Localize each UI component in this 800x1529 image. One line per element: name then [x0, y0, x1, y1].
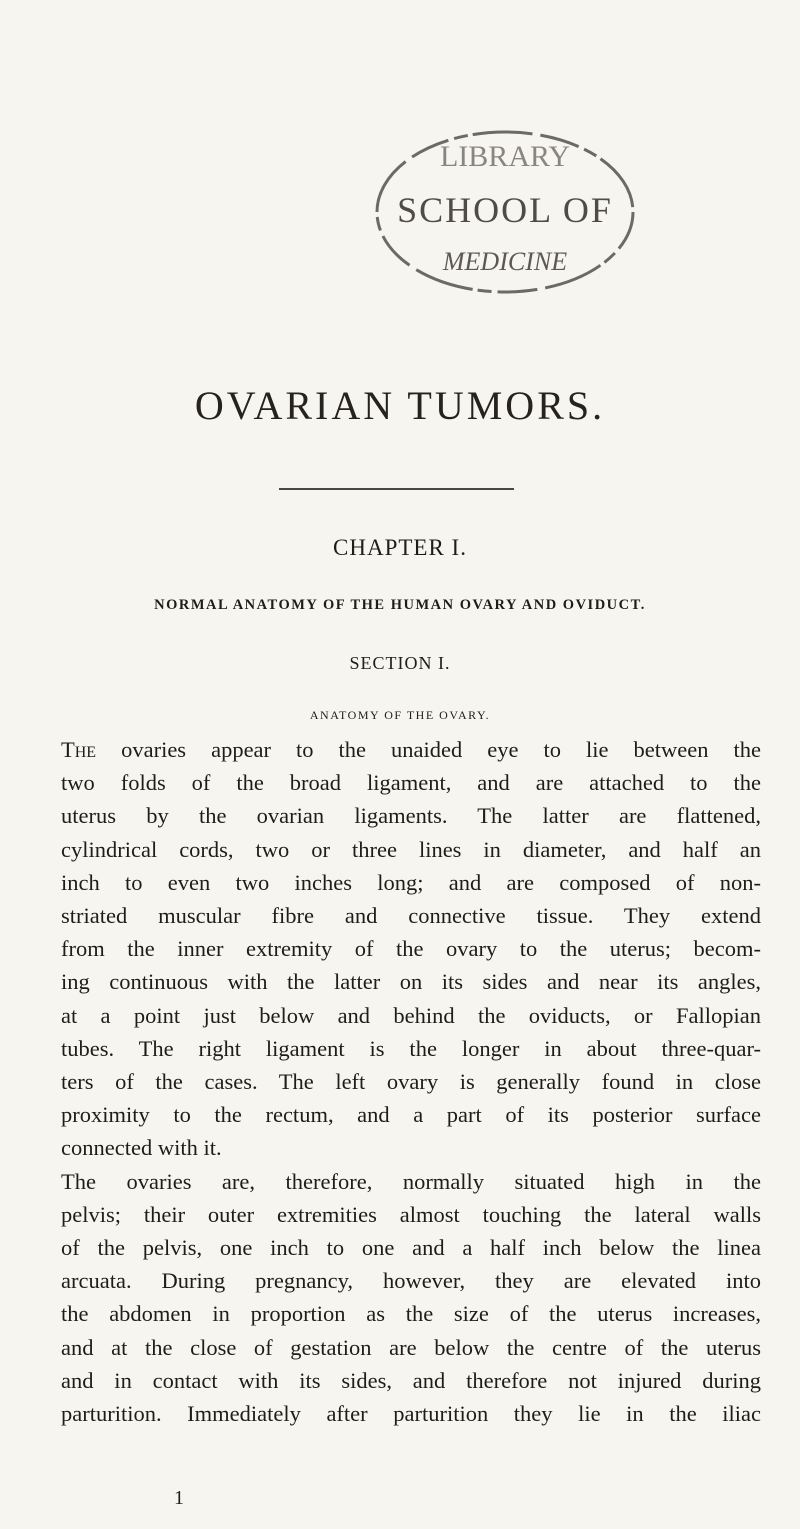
paragraph-1-line-1-rest: ovaries appear to the unaided eye to lie between the [121, 737, 761, 762]
title-divider [279, 488, 514, 490]
paragraph-1-line-1 [61, 733, 761, 766]
paragraph-line: arcuata. During pregnancy, however, they are elevated into [61, 1268, 761, 1294]
paragraph-line: pelvis; their outer extremities almost touching the lateral walls [61, 1201, 761, 1227]
paragraph-line: inch to even two inches long; and are composed of non- [61, 869, 761, 895]
paragraph-line: at a point just below and behind the oviducts, or Fallopian [61, 1002, 761, 1028]
paragraph-line: striated muscular fibre and connective tissue. They extend [61, 903, 761, 929]
paragraph-line: connected with it. [61, 1135, 222, 1161]
chapter-heading: CHAPTER I. [333, 535, 467, 560]
paragraph-line: two folds of the broad ligament, and are attached to the [61, 770, 761, 796]
paragraph-line: proximity to the rectum, and a part of its posterior surface [61, 1102, 761, 1128]
section-heading: SECTION I. [349, 653, 451, 673]
stamp-text-middle: SCHOOL OF [397, 190, 613, 230]
body-text [61, 733, 761, 1430]
paragraph-line: from the inner extremity of the ovary to the uterus; becom- [61, 936, 761, 962]
chapter-subtitle: NORMAL ANATOMY OF THE HUMAN OVARY AND OVIDUCT. [154, 597, 646, 613]
paragraph-line: and in contact with its sides, and therefore not injured during [61, 1367, 761, 1393]
paragraph-1-first-word: The [61, 737, 97, 762]
book-title: OVARIAN TUMORS. [194, 383, 606, 428]
paragraph-line: ters of the cases. The left ovary is generally found in close [61, 1069, 761, 1095]
paragraph-line: ing continuous with the latter on its sides and near its angles, [61, 969, 761, 995]
paragraph-line: and at the close of gestation are below the centre of the uterus [61, 1334, 761, 1360]
paragraph-line: cylindrical cords, two or three lines in diameter, and half an [61, 836, 761, 862]
stamp-text-bottom: MEDICINE [442, 247, 568, 276]
paragraph-line: The ovaries are, therefore, normally situated high in the [61, 1168, 761, 1194]
section-subtitle: ANATOMY OF THE OVARY. [309, 708, 491, 722]
paragraph-line: uterus by the ovarian ligaments. The latter are flattened, [61, 803, 761, 829]
page-number: 1 [174, 1487, 184, 1509]
paragraph-line: the abdomen in proportion as the size of the uterus increases, [61, 1301, 761, 1327]
stamp-text-top: LIBRARY [439, 140, 571, 173]
paragraph-line: of the pelvis, one inch to one and a half inch below the linea [61, 1235, 761, 1261]
paragraph-line: parturition. Immediately after parturition they lie in the iliac [61, 1401, 761, 1427]
library-stamp-icon [360, 118, 658, 306]
paragraph-line: tubes. The right ligament is the longer in about three-quar- [61, 1035, 761, 1061]
library-stamp [360, 118, 658, 306]
